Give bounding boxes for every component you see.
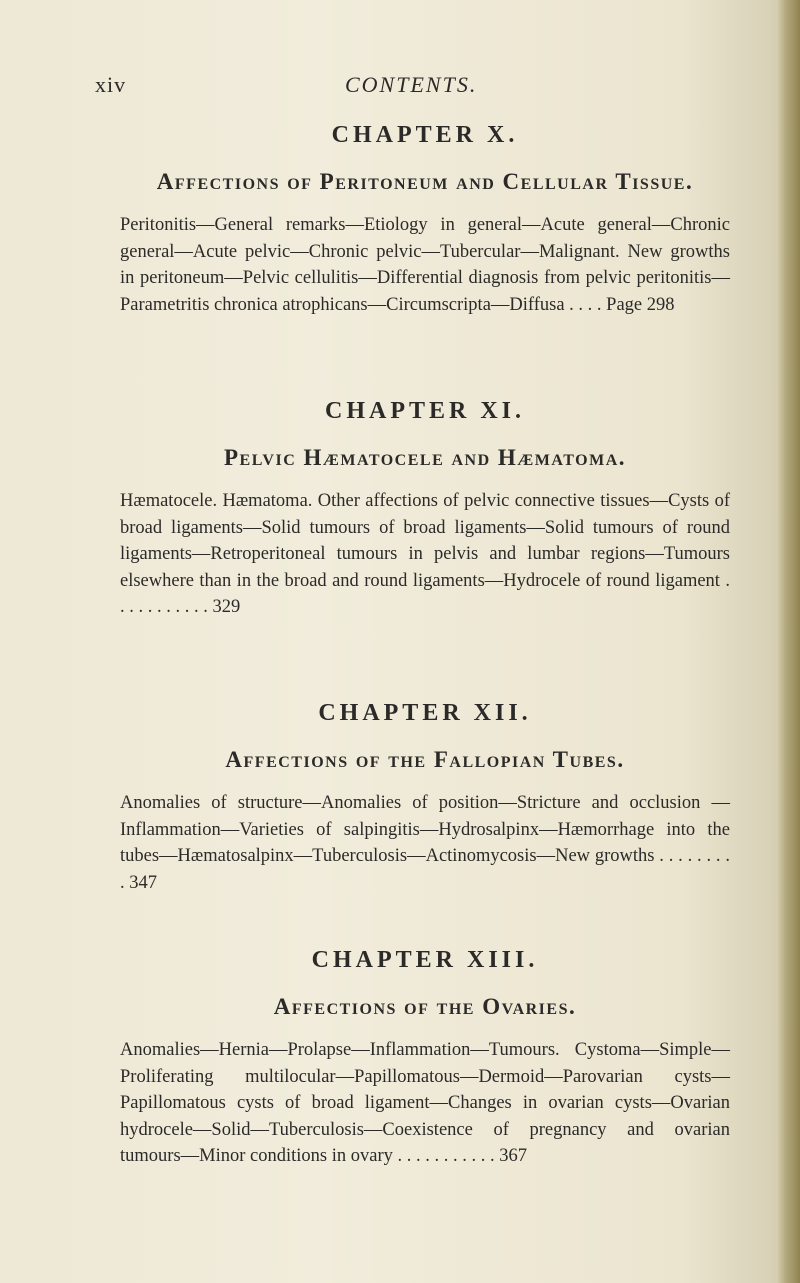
chapter-summary: Anomalies of structure—Anomalies of position—Stricture and occlusion —Inflammation—Varieties of salpingitis—Hydrosalpinx—Hæmorrhage into the tubes—Hæmatosalpinx—Tuberculosis—Actinomycosis—New growths . . . . . . . . . 347 xyxy=(120,793,730,893)
running-head: CONTENTS. xyxy=(345,72,478,97)
chapter-title: CHAPTER XII. xyxy=(318,700,532,726)
page-header xyxy=(95,72,715,102)
chapter-x xyxy=(120,122,730,318)
chapter-title: CHAPTER XIII. xyxy=(311,947,539,973)
chapter-summary: Hæmatocele. Hæmatoma. Other affections of pelvic connective tissues—Cysts of broad ligaments—Solid tumours of broad ligaments—Solid tumours of round ligaments—Retroperitoneal tumours in pelvis and lumbar regions—Tumours elsewhere than in the broad and round ligaments—Hydrocele of round ligament . . . . . . . . . . . 329 xyxy=(120,491,730,617)
page-edge xyxy=(778,0,800,1283)
chapter-subtitle: Affections of the Ovaries. xyxy=(273,994,577,1019)
chapter-subtitle: Affections of the Fallopian Tubes. xyxy=(225,747,625,772)
chapter-summary: Anomalies—Hernia—Prolapse—Inflammation—Tumours. Cystoma—Simple—Proliferating multilocular—Papillomatous—Dermoid—Parovarian cysts—Papillomatous cysts of broad ligament—Changes in ovarian cysts—Ovarian hydrocele—Solid—Tuberculosis—Coexistence of pregnancy and ovarian tumours—Minor conditions in ovary . . . . . . . . . . . 367 xyxy=(120,1040,730,1166)
chapter-xiii xyxy=(120,947,730,1170)
page-number: xiv xyxy=(95,72,127,97)
chapter-xi xyxy=(120,398,730,621)
chapter-summary: Peritonitis—General remarks—Etiology in general—Acute general—Chronic general—Acute pelvic—Chronic pelvic—Tubercular—Malignant. New growths in peritoneum—Pelvic cellulitis—Differential diagnosis from pelvic peritonitis—Parametritis chronica atrophicans—Circumscripta—Diffusa . . . . Page 298 xyxy=(120,215,730,315)
chapter-title: CHAPTER XI. xyxy=(324,398,525,424)
chapter-subtitle: Affections of Peritoneum and Cellular Tissue. xyxy=(156,169,694,194)
chapter-subtitle: Pelvic Hæmatocele and Hæmatoma. xyxy=(223,445,627,470)
chapter-title: CHAPTER X. xyxy=(331,122,519,148)
chapter-xii xyxy=(120,700,730,896)
